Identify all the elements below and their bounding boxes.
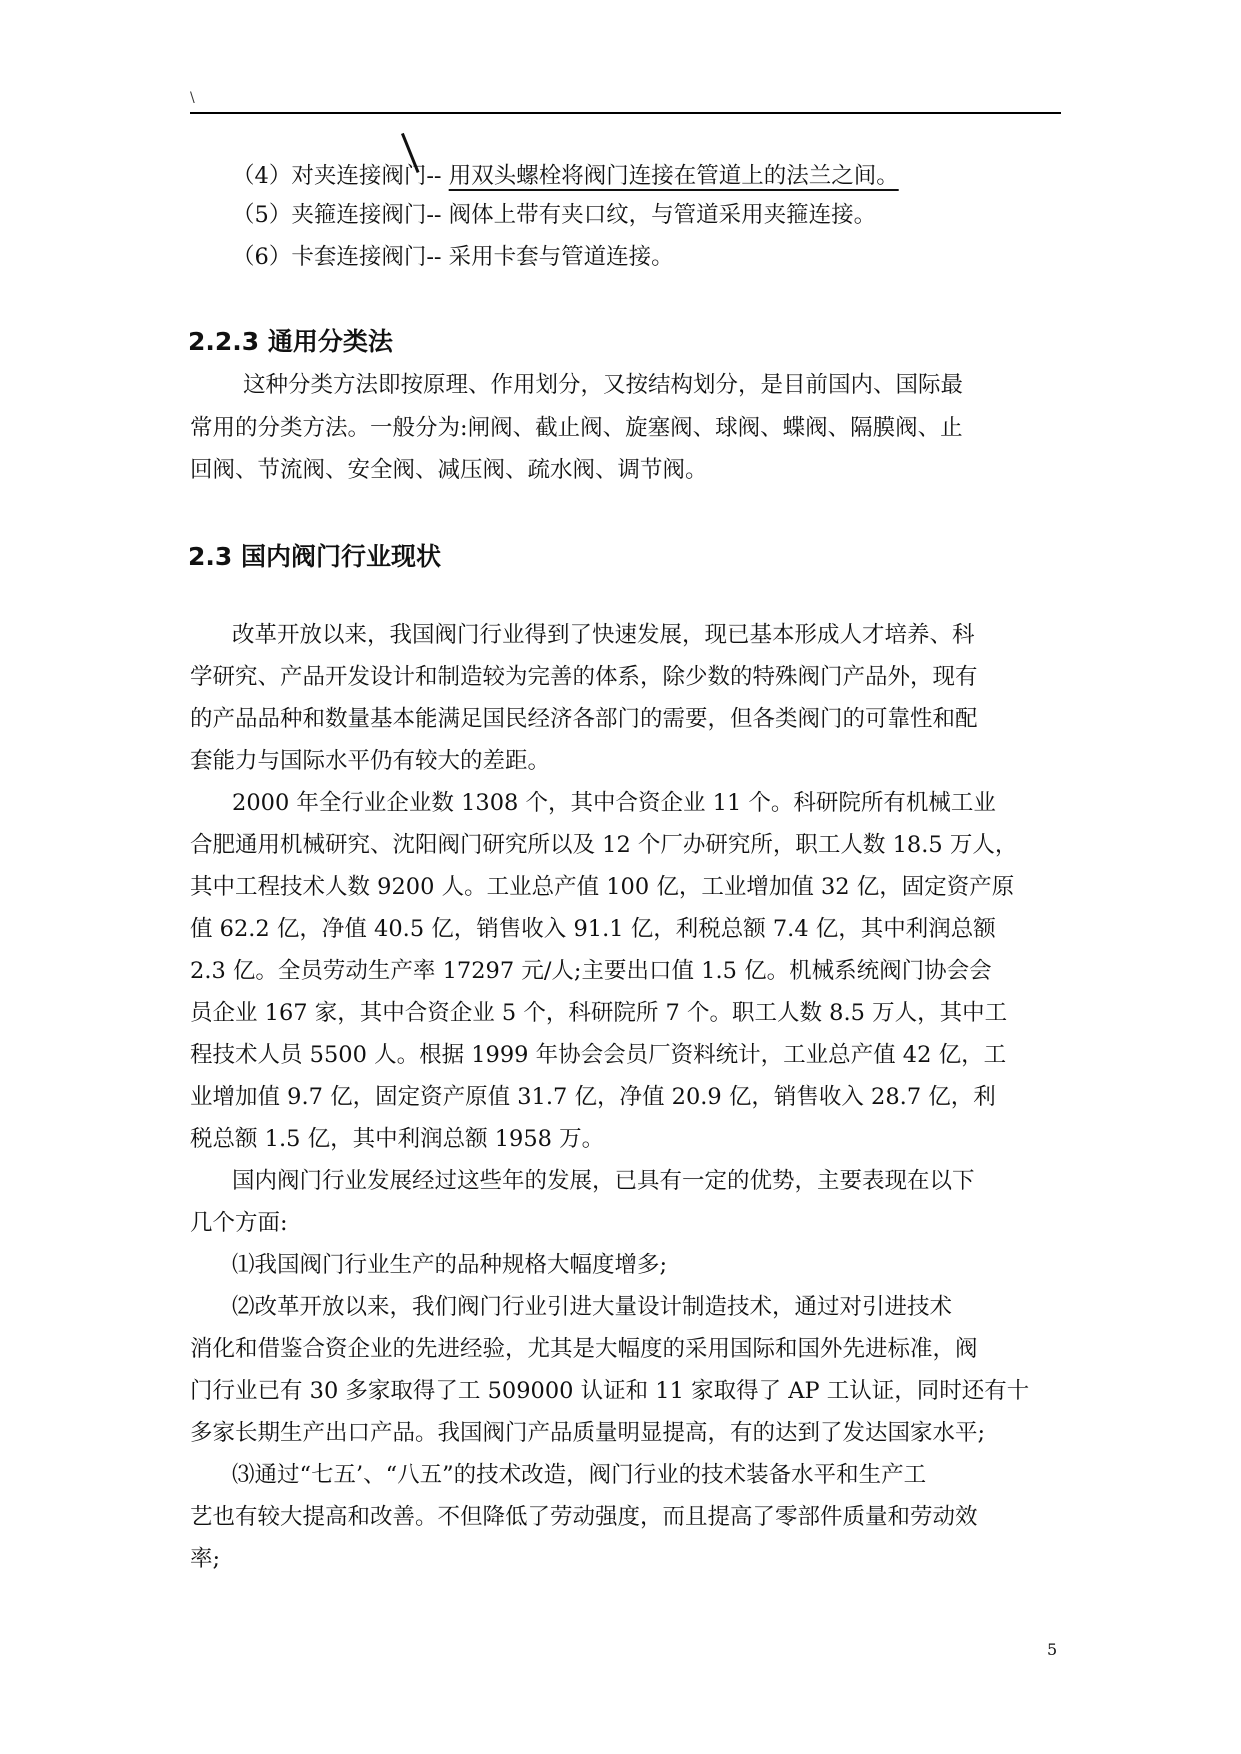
paragraph-line: 税总额 1.5 亿，其中利润总额 1958 万。 <box>190 1126 605 1152</box>
paragraph-line: 套能力与国际水平仍有较大的差距。 <box>190 748 551 774</box>
paragraph-line: 值 62.2 亿，净值 40.5 亿，销售收入 91.1 亿，利税总额 7.4 亿，其中利润总额 <box>190 916 996 942</box>
list-item-6: （6）卡套连接阀门-- 采用卡套与管道连接。 <box>232 244 674 270</box>
paragraph-line: 率; <box>190 1546 221 1572</box>
list-item-4-prefix: （4）对夹连接阀门-- <box>232 163 449 189</box>
paragraph-line: ⑶通过“七五’、“八五”的技术改造，阀门行业的技术装备水平和生产工 <box>232 1462 927 1488</box>
header-rule <box>190 112 1061 114</box>
list-item-4 <box>232 165 899 188</box>
heading-2-2-3: 2.2.3 通用分类法 <box>188 327 393 356</box>
paragraph-line: ⑵改革开放以来，我们阀门行业引进大量设计制造技术，通过对引进技术 <box>232 1294 953 1320</box>
paragraph-line: 艺也有较大提高和改善。不但降低了劳动强度，而且提高了零部件质量和劳动效 <box>190 1504 978 1530</box>
paragraph-line: 常用的分类方法。一般分为:闸阀、截止阀、旋塞阀、球阀、蝶阀、隔膜阀、止 <box>190 415 963 441</box>
header-mark: \ <box>190 90 195 106</box>
paragraph-line: 学研究、产品开发设计和制造较为完善的体系，除少数的特殊阀门产品外，现有 <box>190 664 978 690</box>
paragraph-line: 其中工程技术人数 9200 人。工业总产值 100 亿，工业增加值 32 亿，固定资产原 <box>190 874 1015 900</box>
paragraph-line: 程技术人员 5500 人。根据 1999 年协会会员厂资料统计，工业总产值 42 亿，工 <box>190 1042 1007 1068</box>
paragraph-line: 国内阀门行业发展经过这些年的发展，已具有一定的优势，主要表现在以下 <box>232 1168 975 1194</box>
paragraph-line: 几个方面: <box>190 1210 288 1236</box>
paragraph-line: 门行业已有 30 多家取得了工 509000 认证和 11 家取得了 AP 工认证，同时还有十 <box>190 1378 1030 1404</box>
paragraph-line: 多家长期生产出口产品。我国阀门产品质量明显提高，有的达到了发达国家水平; <box>190 1420 986 1446</box>
paragraph-line: 改革开放以来，我国阀门行业得到了快速发展，现已基本形成人才培养、科 <box>232 622 975 648</box>
paragraph-line: 2.3 亿。全员劳动生产率 17297 元/人;主要出口值 1.5 亿。机械系统阀门协会会 <box>190 958 992 984</box>
paragraph-line: 这种分类方法即按原理、作用划分，又按结构划分，是目前国内、国际最 <box>243 372 964 398</box>
paragraph-line: 员企业 167 家，其中合资企业 5 个，科研院所 7 个。职工人数 8.5 万人，其中工 <box>190 1000 1008 1026</box>
paragraph-line: 回阀、节流阀、安全阀、减压阀、疏水阀、调节阀。 <box>190 457 708 483</box>
paragraph-line: 业增加值 9.7 亿，固定资产原值 31.7 亿，净值 20.9 亿，销售收入 28.7 亿，利 <box>190 1084 996 1110</box>
paragraph-line: 的产品品种和数量基本能满足国民经济各部门的需要，但各类阀门的可靠性和配 <box>190 706 978 732</box>
list-item-4-underlined: 用双头螺栓将阀门连接在管道上的法兰之间。 <box>448 163 899 189</box>
paragraph-line: 合肥通用机械研究、沈阳阀门研究所以及 12 个厂办研究所，职工人数 18.5 万人， <box>190 832 1018 858</box>
paragraph-line: 2000 年全行业企业数 1308 个，其中合资企业 11 个。科研院所有机械工业 <box>232 790 996 816</box>
list-item-5: （5）夹箍连接阀门-- 阀体上带有夹口纹，与管道采用夹箍连接。 <box>232 202 877 228</box>
page-number: 5 <box>1047 1640 1058 1659</box>
paragraph-line: ⑴我国阀门行业生产的品种规格大幅度增多; <box>232 1252 668 1278</box>
paragraph-line: 消化和借鉴合资企业的先进经验，尤其是大幅度的采用国际和国外先进标准，阀 <box>190 1336 978 1362</box>
heading-2-3: 2.3 国内阀门行业现状 <box>188 542 441 571</box>
